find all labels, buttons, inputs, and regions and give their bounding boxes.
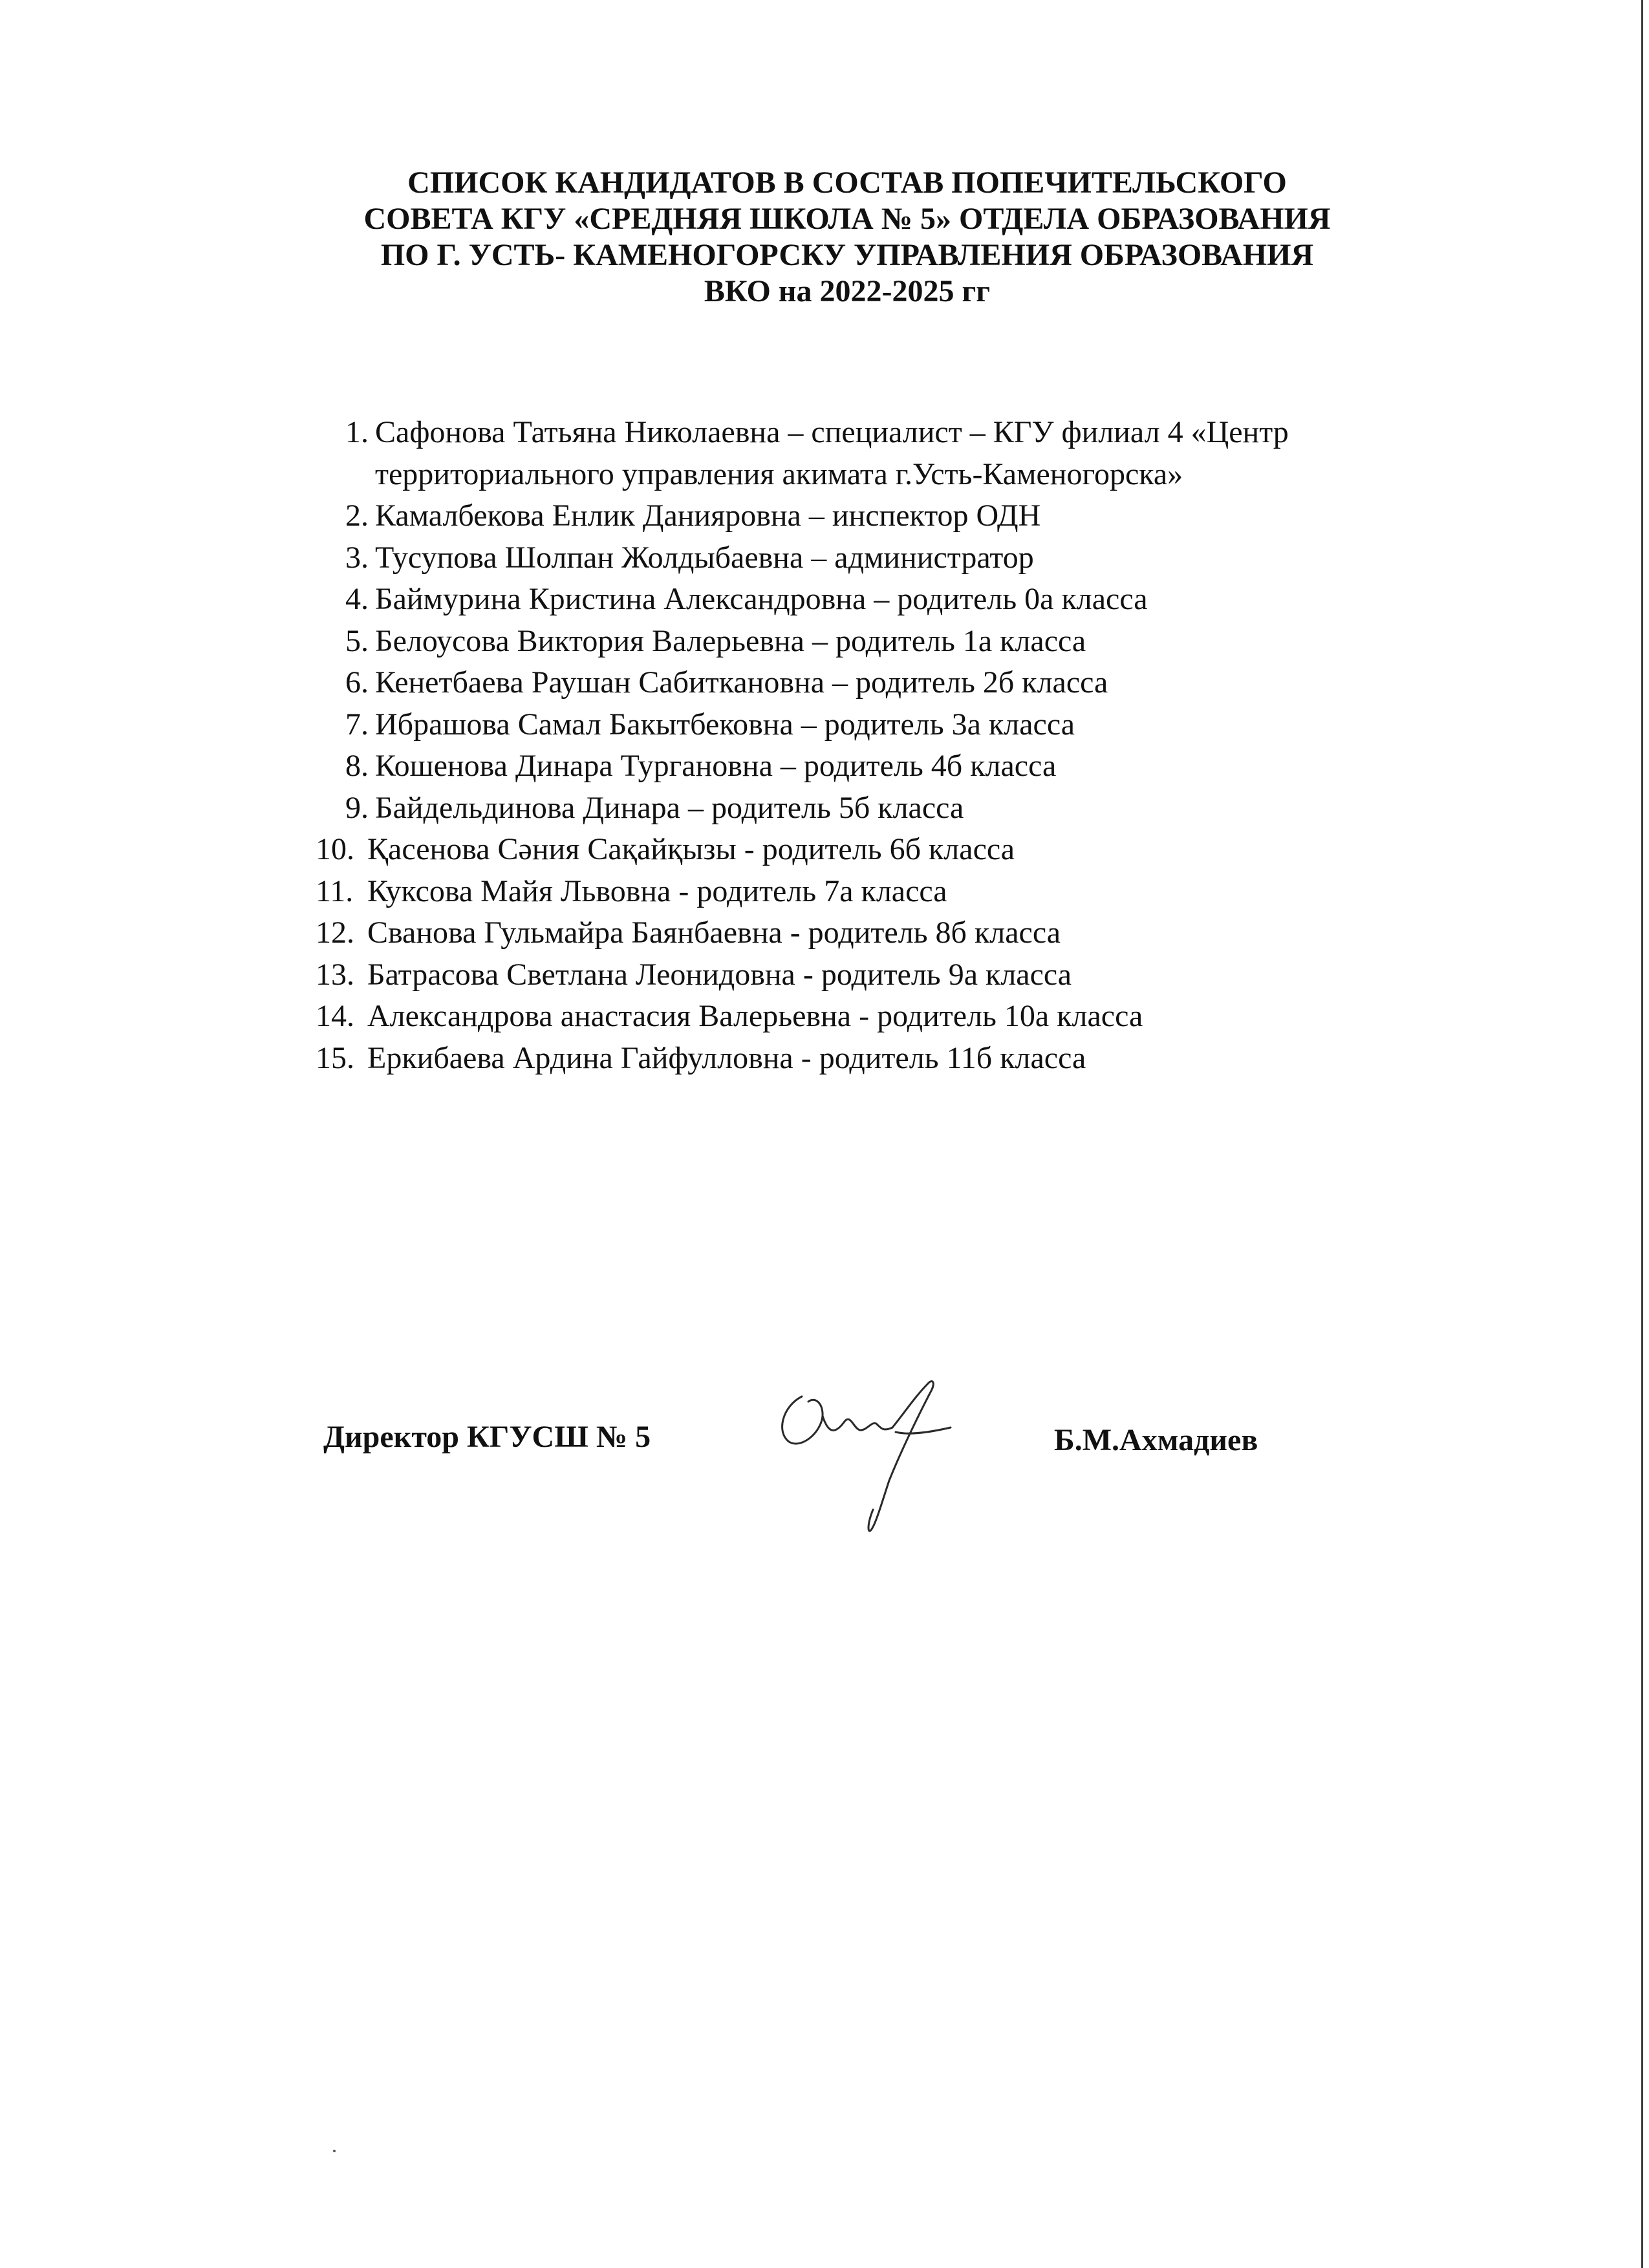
candidate-text: Камалбекова Енлик Данияровна – инспектор ОДН	[375, 498, 1041, 533]
candidate-item	[316, 745, 1544, 787]
candidate-text: Кошенова Динара Тургановна – родитель 4б класса	[375, 749, 1057, 783]
candidate-number: 9.	[345, 790, 369, 825]
candidate-item	[316, 871, 1544, 913]
candidate-number: 4.	[345, 582, 369, 616]
candidate-text: Қасенова Сәния Сақайқызы - родитель 6б класса	[367, 832, 1015, 866]
title-line: ВКО на 2022-2025 гг	[704, 274, 991, 308]
candidate-number: 12.	[316, 915, 354, 950]
candidate-text: Александрова анастасия Валерьевна - родитель 10а класса	[367, 999, 1143, 1033]
candidate-item	[316, 787, 1544, 829]
candidate-text: Баймурина Кристина Александровна – родитель 0а класса	[375, 582, 1148, 616]
director-position: Директор КГУСШ № 5	[323, 1420, 651, 1454]
candidate-text: Еркибаева Ардина Гайфулловна - родитель 11б класса	[367, 1040, 1086, 1075]
director-name: Б.М.Ахмадиев	[1054, 1423, 1258, 1457]
candidate-item	[316, 912, 1544, 954]
candidate-item	[316, 579, 1544, 621]
candidate-text: Батрасова Светлана Леонидовна - родитель 9а класса	[367, 957, 1072, 992]
candidate-list	[316, 412, 1544, 1079]
title-line: СПИСОК КАНДИДАТОВ В СОСТАВ ПОПЕЧИТЕЛЬСКОГО	[407, 166, 1287, 200]
scan-border-line	[1641, 0, 1643, 2268]
candidate-item	[316, 495, 1544, 537]
candidate-text: Куксова Майя Львовна - родитель 7а класса	[367, 873, 947, 908]
candidate-number: 3.	[345, 540, 369, 575]
candidate-number: 15.	[316, 1040, 354, 1075]
candidate-item	[316, 662, 1544, 704]
document-title	[343, 165, 1352, 310]
candidate-text: Кенетбаева Раушан Сабиткановна – родитель 2б класса	[375, 665, 1108, 700]
candidate-number: 7.	[345, 707, 369, 742]
candidate-item	[316, 412, 1544, 495]
candidate-number: 10.	[316, 832, 354, 866]
candidate-item	[316, 704, 1544, 746]
candidate-number: 1.	[345, 415, 369, 449]
candidate-item	[316, 621, 1544, 663]
candidate-text: Ибрашова Самал Бакытбековна – родитель 3а класса	[375, 707, 1075, 742]
candidate-number: 11.	[316, 873, 354, 908]
candidate-number: 6.	[345, 665, 369, 700]
candidate-text: Байдельдинова Динара – родитель 5б класса	[375, 790, 964, 825]
candidate-text: Белоусова Виктория Валерьевна – родитель 1а класса	[375, 623, 1086, 658]
candidate-number: 14.	[316, 999, 354, 1033]
candidate-number: 5.	[345, 623, 369, 658]
candidate-text: Сафонова Татьяна Николаевна – специалист – КГУ филиал 4 «Центр	[375, 415, 1289, 449]
candidate-number: 2.	[345, 498, 369, 533]
handwritten-signature	[763, 1371, 983, 1539]
title-line: ПО Г. УСТЬ- КАМЕНОГОРСКУ УПРАВЛЕНИЯ ОБРАЗОВАНИЯ	[380, 238, 1314, 272]
title-line: СОВЕТА КГУ «СРЕДНЯЯ ШКОЛА № 5» ОТДЕЛА ОБРАЗОВАНИЯ	[363, 202, 1331, 236]
candidate-text-continuation: территориального управления акимата г.Усть-Каменогорска»	[375, 456, 1183, 491]
candidate-number: 13.	[316, 957, 354, 992]
candidate-item	[316, 1038, 1544, 1080]
scan-speck	[333, 2150, 336, 2152]
candidate-item	[316, 954, 1544, 996]
candidate-item	[316, 829, 1544, 871]
candidate-number: 8.	[345, 749, 369, 783]
candidate-item	[316, 996, 1544, 1038]
candidate-text: Тусупова Шолпан Жолдыбаевна – администратор	[375, 540, 1034, 575]
candidate-item	[316, 537, 1544, 579]
candidate-text: Сванова Гульмайра Баянбаевна - родитель 8б класса	[367, 915, 1061, 950]
signature-block	[323, 1419, 1358, 1497]
